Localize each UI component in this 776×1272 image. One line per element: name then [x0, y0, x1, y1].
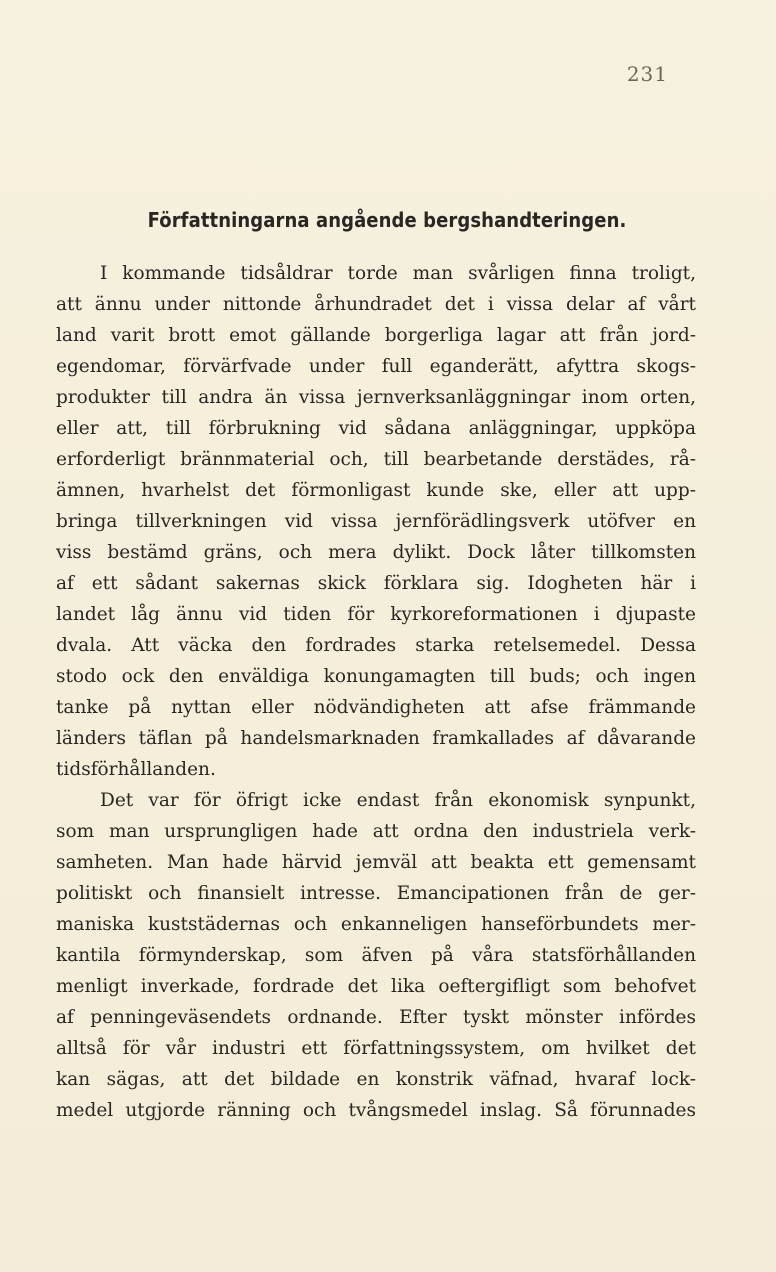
text-line: som man ursprungligen hade att ordna den industriela verk-: [56, 821, 696, 842]
text-line: bringa tillverkningen vid vissa jernförädlingsverk utöfver en: [56, 511, 696, 532]
paragraph: [56, 258, 696, 785]
text-line: af ett sådant sakernas skick förklara sig. Idogheten här i: [56, 573, 696, 594]
text-line: dvala. Att väcka den fordrades starka retelsemedel. Dessa: [56, 635, 696, 656]
text-line: Det var för öfrigt icke endast från ekonomisk synpunkt,: [100, 790, 696, 811]
text-line: att ännu under nittonde århundradet det i vissa delar af vårt: [56, 294, 696, 315]
text-line: medel utgjorde ränning och tvångsmedel inslag. Så förunnades: [56, 1100, 696, 1121]
text-line: stodo ock den enväldiga konungamagten till buds; och ingen: [56, 666, 696, 687]
text-line: länders täflan på handelsmarknaden framkallades af dåvarande: [56, 728, 696, 749]
text-line: kantila förmynderskap, som äfven på våra statsförhållanden: [56, 945, 696, 966]
text-line: egendomar, förvärfvade under full eganderätt, afyttra skogs-: [56, 356, 696, 377]
body-text: [56, 258, 696, 1126]
paragraph: [56, 785, 696, 1126]
text-line: eller att, till förbrukning vid sådana anläggningar, uppköpa: [56, 418, 696, 439]
text-line: af penningeväsendets ordnande. Efter tyskt mönster infördes: [56, 1007, 696, 1028]
text-line: ämnen, hvarhelst det förmonligast kunde ske, eller att upp-: [56, 480, 696, 501]
text-line: produkter till andra än vissa jernverksanläggningar inom orten,: [56, 387, 696, 408]
text-line: menligt inverkade, fordrade det lika oeftergifligt som behofvet: [56, 976, 696, 997]
text-line: tidsförhållanden.: [56, 759, 216, 780]
text-line: kan sägas, att det bildade en konstrik väfnad, hvaraf lock-: [56, 1069, 696, 1090]
text-line: viss bestämd gräns, och mera dylikt. Dock låter tillkomsten: [56, 542, 696, 563]
text-line: politiskt och finansielt intresse. Emancipationen från de ger-: [56, 883, 696, 904]
text-line: land varit brott emot gällande borgerliga lagar att från jord-: [56, 325, 696, 346]
chapter-heading: Författningarna angående bergshandteringen.: [147, 208, 627, 232]
text-line: samheten. Man hade härvid jemväl att beakta ett gemensamt: [56, 852, 696, 873]
page-number: 231: [626, 62, 668, 86]
text-line: maniska kuststädernas och enkanneligen hanseförbundets mer-: [56, 914, 696, 935]
text-line: I kommande tidsåldrar torde man svårligen finna troligt,: [100, 263, 696, 284]
text-line: tanke på nyttan eller nödvändigheten att afse främmande: [56, 697, 696, 718]
text-line: landet låg ännu vid tiden för kyrkoreformationen i djupaste: [56, 604, 696, 625]
text-line: erforderligt brännmaterial och, till bearbetande derstädes, rå-: [56, 449, 696, 470]
text-line: alltså för vår industri ett författningssystem, om hvilket det: [56, 1038, 696, 1059]
